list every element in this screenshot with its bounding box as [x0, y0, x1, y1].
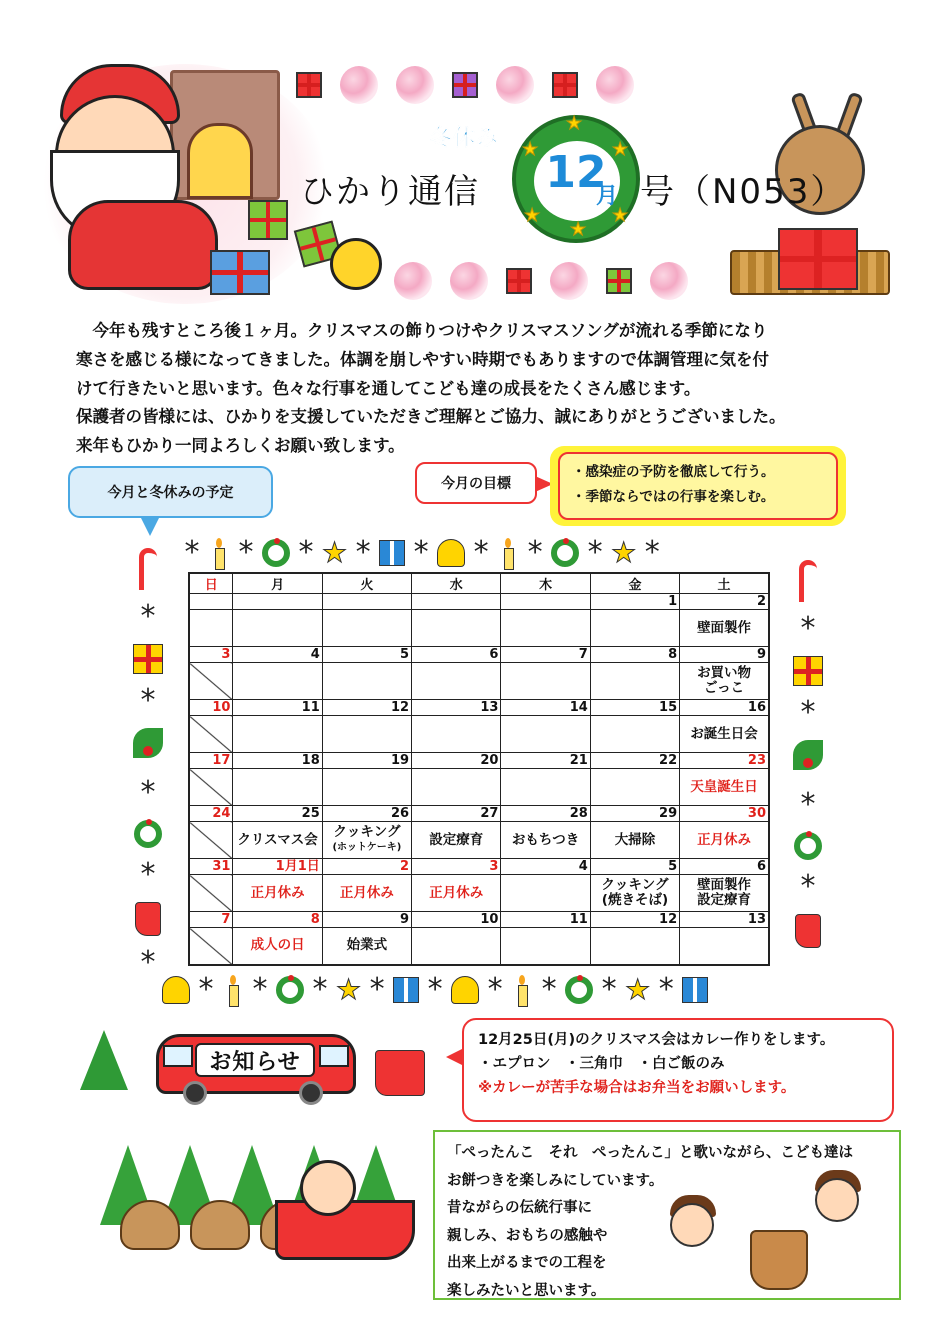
- snowflake-icon: *: [140, 775, 156, 810]
- snowflake-icon: *: [800, 869, 816, 904]
- bell-icon: [451, 976, 479, 1004]
- calendar-event-row: [189, 610, 769, 647]
- calendar-date-cell: 24: [189, 806, 233, 822]
- calendar-event-cell: [412, 610, 501, 647]
- calendar-body: [189, 594, 769, 965]
- ornament-icon: [550, 262, 588, 300]
- weekday-header: 水: [412, 573, 501, 594]
- ornament-icon: [394, 262, 432, 300]
- candy-cane-icon: [799, 560, 817, 602]
- calendar-event-cell: [590, 610, 679, 647]
- ornament-icon: [496, 66, 534, 104]
- bus-window: [163, 1045, 193, 1067]
- calendar-event-row: [189, 822, 769, 859]
- calendar-date-cell: 1月1日: [233, 859, 322, 875]
- calendar-event: クリスマス会: [237, 831, 318, 848]
- calendar-event-cell: [680, 928, 769, 965]
- bottom-ornament-row: [394, 262, 688, 300]
- calendar-date-row: [189, 647, 769, 663]
- calendar-date-cell: 4: [501, 859, 590, 875]
- calendar-event-cell: [412, 716, 501, 753]
- christmas-tree-icon: [80, 1030, 128, 1090]
- gift-icon: [552, 72, 578, 98]
- calendar-event-cell: [590, 663, 679, 700]
- snowflake-icon: *: [369, 972, 385, 1007]
- snowflake-icon: *: [527, 535, 543, 570]
- snowflake-icon: *: [644, 535, 660, 570]
- intro-line: けて行きたいと思います。色々な行事を通してこども達の成長をたくさん感じます。: [76, 378, 701, 398]
- snowflake-icon: *: [238, 535, 254, 570]
- wheel-icon: [183, 1081, 207, 1105]
- star-icon: ★: [322, 536, 348, 569]
- gift-icon: [793, 656, 823, 686]
- snowflake-icon: *: [184, 535, 200, 570]
- snowflake-icon: *: [140, 683, 156, 718]
- boot-icon: [135, 902, 161, 936]
- gift-icon: [133, 644, 163, 674]
- calendar-event: クッキング: [601, 877, 669, 893]
- mochi-line: 楽しみたいと思います。: [447, 1282, 606, 1299]
- snowflake-icon: *: [601, 972, 617, 1007]
- star-icon: ★: [611, 536, 637, 569]
- snowflake-icon: *: [800, 787, 816, 822]
- calendar-event-row: [189, 928, 769, 965]
- snowflake-icon: *: [541, 972, 557, 1007]
- snowflake-icon: *: [312, 972, 328, 1007]
- calendar-event-cell: [322, 716, 411, 753]
- calendar-event-cell: [189, 822, 233, 859]
- calendar-event-cell: [322, 875, 411, 912]
- month-number: 12: [545, 147, 607, 198]
- calendar-event-cell: [189, 610, 233, 647]
- snowflake-icon: *: [473, 535, 489, 570]
- calendar-top-border: [176, 535, 668, 570]
- calendar-event-cell: [680, 769, 769, 806]
- intro-line: 寒さを感じる様になってきました。体調を崩しやすい時期でもありますので体調管理に気を付: [76, 349, 769, 369]
- goal-item: ・感染症の予防を徹底して行う。: [572, 464, 775, 480]
- snowflake-icon: *: [587, 535, 603, 570]
- star-icon: ★: [566, 113, 583, 134]
- calendar-event-cell: [322, 610, 411, 647]
- calendar-date-cell: 30: [680, 806, 769, 822]
- calendar-event-cell: [412, 822, 501, 859]
- calendar-event: お誕生日会: [690, 725, 758, 742]
- gift-icon: [778, 228, 858, 290]
- ornament-icon: [396, 66, 434, 104]
- calendar-date-cell: 19: [322, 753, 411, 769]
- weekday-header: 火: [322, 573, 411, 594]
- wreath-icon: [276, 976, 304, 1004]
- weekday-header: 月: [233, 573, 322, 594]
- calendar-event-cell: [590, 822, 679, 859]
- star-icon: ★: [524, 205, 541, 226]
- calendar-event: 壁面製作: [697, 619, 752, 636]
- header: [0, 0, 939, 310]
- candle-icon: [497, 538, 519, 568]
- calendar-event-cell: [189, 928, 233, 965]
- calendar-date-cell: 20: [412, 753, 501, 769]
- intro-line: 保護者の皆様には、ひかりを支援していただきご理解とご協力、誠にありがとうございました。: [76, 407, 786, 427]
- calendar-event-cell: [233, 822, 322, 859]
- calendar-date-cell: 5: [322, 647, 411, 663]
- issue-number: 号（N053）: [640, 172, 847, 212]
- star-icon: ★: [612, 139, 629, 160]
- calendar-event: クッキング: [333, 824, 401, 840]
- gift-icon: [296, 72, 322, 98]
- calendar-date-cell: 11: [233, 700, 322, 716]
- goal-label: 今月の目標: [415, 462, 537, 504]
- calendar-event-cell: [501, 769, 590, 806]
- calendar-event: 設定療育: [429, 831, 484, 848]
- calendar-event-cell: [189, 663, 233, 700]
- snowflake-icon: *: [413, 535, 429, 570]
- star-icon: ★: [612, 205, 629, 226]
- calendar-event-cell: [501, 928, 590, 965]
- notice-box: [462, 1018, 894, 1122]
- gift-icon: [379, 540, 405, 566]
- bell-icon: [437, 539, 465, 567]
- calendar-date-cell: 12: [322, 700, 411, 716]
- calendar-event-cell: [189, 716, 233, 753]
- calendar-event-cell: [233, 928, 322, 965]
- gift-icon: [682, 977, 708, 1003]
- wreath-icon: [565, 976, 593, 1004]
- notice-warning: ※カレーが苦手な場合はお弁当をお願いします。: [478, 1080, 796, 1096]
- calendar-event-cell: [501, 875, 590, 912]
- calendar-table: [188, 572, 770, 966]
- wreath-icon: [551, 539, 579, 567]
- calendar-event-cell: [233, 769, 322, 806]
- calendar-date-cell: 26: [322, 806, 411, 822]
- intro-text: [76, 317, 896, 461]
- reindeer-icon: [190, 1200, 250, 1250]
- snowflake-icon: *: [140, 857, 156, 892]
- calendar-date-cell: 11: [501, 912, 590, 928]
- ornament-icon: [596, 66, 634, 104]
- calendar-date-cell: 3: [412, 859, 501, 875]
- chick-illustration: [330, 238, 382, 290]
- calendar-event-cell: [233, 610, 322, 647]
- calendar-event-cell: [680, 663, 769, 700]
- calendar-date-cell: 4: [233, 647, 322, 663]
- calendar-event-cell: [590, 769, 679, 806]
- calendar-event-cell: [233, 663, 322, 700]
- calendar-event: 正月休み: [339, 884, 394, 901]
- calendar-event: 始業式: [346, 937, 388, 954]
- bus-window: [319, 1045, 349, 1067]
- calendar-event: 大掃除: [614, 831, 656, 848]
- calendar-date-row: [189, 700, 769, 716]
- calendar-date-cell: 22: [590, 753, 679, 769]
- mochi-line: 出来上がるまでの工程を: [447, 1255, 607, 1271]
- ornament-icon: [450, 262, 488, 300]
- snowflake-icon: *: [800, 611, 816, 646]
- calendar-event-cell: [501, 663, 590, 700]
- schedule-label-bubble: 今月と冬休みの予定: [68, 466, 273, 518]
- ornament-icon: [340, 66, 378, 104]
- calendar-right-border: [792, 560, 824, 948]
- gift-icon: [248, 200, 288, 240]
- calendar-date-cell: 5: [590, 859, 679, 875]
- goal-list: [558, 452, 838, 520]
- top-ornament-row: [296, 66, 634, 104]
- calendar-event: 壁面製作: [697, 877, 752, 893]
- calendar-event: 天皇誕生日: [690, 778, 758, 795]
- calendar-date-cell: 13: [412, 700, 501, 716]
- calendar-event: 成人の日: [250, 937, 305, 954]
- calendar-event-cell: [590, 928, 679, 965]
- calendar-event-cell: [501, 716, 590, 753]
- snowflake-icon: *: [427, 972, 443, 1007]
- calendar-event-cell: [412, 663, 501, 700]
- boot-icon: [795, 914, 821, 948]
- calendar-event-detail: 設定療育: [697, 892, 752, 908]
- mochi-line: 親しみ、おもちの感触や: [447, 1227, 608, 1244]
- calendar-date-cell: 1: [590, 594, 679, 610]
- calendar-event-detail: (ホットケーキ): [332, 842, 402, 853]
- calendar-event-row: [189, 663, 769, 700]
- holly-icon: [793, 740, 823, 778]
- calendar-date-cell: 12: [590, 912, 679, 928]
- calendar-event-cell: [322, 769, 411, 806]
- santa-body-illustration: [68, 200, 218, 290]
- calendar-date-cell: [322, 594, 411, 610]
- calendar-date-cell: [233, 594, 322, 610]
- month-wreath: [512, 115, 640, 243]
- snowflake-icon: *: [140, 599, 156, 634]
- calendar-event-row: [189, 716, 769, 753]
- calendar-bottom-border: [162, 972, 708, 1007]
- weekday-header: 土: [680, 573, 769, 594]
- calendar-date-cell: 2: [322, 859, 411, 875]
- calendar-date-cell: 18: [233, 753, 322, 769]
- gift-icon: [606, 268, 632, 294]
- calendar-event-row: [189, 875, 769, 912]
- calendar-date-cell: 2: [680, 594, 769, 610]
- calendar-date-cell: 13: [680, 912, 769, 928]
- snowflake-icon: *: [355, 535, 371, 570]
- calendar-event-cell: [680, 822, 769, 859]
- intro-line: 今年も残すところ後１ヶ月。クリスマスの飾りつけやクリスマスソングが流れる季節になり: [76, 321, 768, 340]
- calendar-event: 正月休み: [429, 884, 484, 901]
- calendar-event-cell: [322, 822, 411, 859]
- calendar-event-detail: (焼きそば): [601, 892, 669, 908]
- calendar-date-cell: 27: [412, 806, 501, 822]
- calendar-event-cell: [680, 875, 769, 912]
- calendar-event-cell: [233, 716, 322, 753]
- santa-icon: [300, 1160, 356, 1216]
- calendar-date-row: [189, 753, 769, 769]
- calendar-date-cell: 6: [680, 859, 769, 875]
- calendar-event-cell: [189, 769, 233, 806]
- star-icon: ★: [625, 973, 651, 1006]
- weekday-header: 木: [501, 573, 590, 594]
- calendar-event-cell: [501, 610, 590, 647]
- candle-icon: [208, 538, 230, 568]
- calendar-event: 正月休み: [250, 884, 305, 901]
- calendar-event-cell: [680, 716, 769, 753]
- calendar-date-row: [189, 594, 769, 610]
- calendar-date-cell: 8: [233, 912, 322, 928]
- calendar-date-row: [189, 859, 769, 875]
- calendar-date-cell: 3: [189, 647, 233, 663]
- bell-icon: [162, 976, 190, 1004]
- snowflake-icon: *: [800, 695, 816, 730]
- wreath-icon: [134, 820, 162, 848]
- calendar-date-cell: 15: [590, 700, 679, 716]
- calendar-event: お買い物 ごっこ: [697, 665, 752, 696]
- star-icon: ★: [336, 973, 362, 1006]
- calendar-date-row: [189, 912, 769, 928]
- calendar-date-cell: 9: [322, 912, 411, 928]
- calendar-date-cell: 7: [189, 912, 233, 928]
- boot-icon: [375, 1050, 425, 1096]
- candy-cane-icon: [139, 548, 157, 590]
- holly-icon: [133, 728, 163, 766]
- calendar-date-cell: 7: [501, 647, 590, 663]
- gift-icon: [506, 268, 532, 294]
- calendar-left-border: [132, 548, 164, 978]
- star-icon: ★: [570, 219, 587, 240]
- newsletter-title: ひかり通信: [300, 172, 480, 212]
- calendar-date-cell: 29: [590, 806, 679, 822]
- notice-bus-label: お知らせ: [195, 1043, 315, 1077]
- candle-icon: [222, 975, 244, 1005]
- ornament-icon: [650, 262, 688, 300]
- weekday-header: 金: [590, 573, 679, 594]
- calendar-event-cell: [590, 716, 679, 753]
- calendar-event: おもちつき: [511, 831, 580, 848]
- mochi-line: 昔ながらの伝統行事に: [447, 1200, 592, 1216]
- star-icon: ★: [522, 139, 539, 160]
- calendar-date-cell: 9: [680, 647, 769, 663]
- candle-icon: [511, 975, 533, 1005]
- reindeer-icon: [120, 1200, 180, 1250]
- child-illustration: [670, 1195, 716, 1247]
- wreath-icon: [262, 539, 290, 567]
- weekday-header-row: [189, 573, 769, 594]
- calendar-date-cell: 6: [412, 647, 501, 663]
- calendar-event-cell: [680, 610, 769, 647]
- child-illustration: [815, 1170, 861, 1222]
- calendar-date-cell: [189, 594, 233, 610]
- mochi-line: 「ぺったんこ それ ぺったんこ」と歌いながら、こども達は: [447, 1145, 853, 1161]
- calendar-event-cell: [412, 875, 501, 912]
- notice-line: ・エプロン ・三角巾 ・白ご飯のみ: [478, 1056, 725, 1072]
- calendar-date-cell: 21: [501, 753, 590, 769]
- calendar-event-cell: [322, 928, 411, 965]
- snowflake-icon: *: [140, 945, 156, 980]
- weekday-header: 日: [189, 573, 233, 594]
- calendar-event-cell: [233, 875, 322, 912]
- gift-icon: [452, 72, 478, 98]
- month-unit: 月: [596, 184, 619, 209]
- calendar-event-cell: [322, 663, 411, 700]
- calendar-date-cell: 23: [680, 753, 769, 769]
- calendar-date-cell: 10: [412, 912, 501, 928]
- title-subtitle: 冬休み: [430, 126, 500, 151]
- snowflake-icon: *: [298, 535, 314, 570]
- intro-line: 来年もひかり一同よろしくお願い致します。: [76, 436, 405, 456]
- snowflake-icon: *: [487, 972, 503, 1007]
- goal-box: [550, 446, 846, 526]
- notice-bus: [156, 1034, 356, 1094]
- calendar-event-row: [189, 769, 769, 806]
- gift-icon: [393, 977, 419, 1003]
- wheel-icon: [299, 1081, 323, 1105]
- goal-item: ・季節ならではの行事を楽しむ。: [572, 489, 775, 505]
- calendar-date-cell: 16: [680, 700, 769, 716]
- calendar-date-cell: 28: [501, 806, 590, 822]
- calendar-event-cell: [412, 769, 501, 806]
- wreath-icon: [794, 832, 822, 860]
- calendar-date-cell: 17: [189, 753, 233, 769]
- mortar-illustration: [750, 1230, 808, 1290]
- calendar-event-cell: [412, 928, 501, 965]
- mochi-line: お餅つきを楽しみにしています。: [447, 1172, 664, 1189]
- calendar-event: 正月休み: [697, 831, 752, 848]
- snowflake-icon: *: [658, 972, 674, 1007]
- calendar-event-cell: [590, 875, 679, 912]
- fireplace-illustration: [170, 70, 280, 200]
- calendar-date-cell: 8: [590, 647, 679, 663]
- calendar-date-cell: 10: [189, 700, 233, 716]
- calendar-date-cell: [412, 594, 501, 610]
- calendar-event-cell: [189, 875, 233, 912]
- calendar-date-cell: 31: [189, 859, 233, 875]
- calendar-date-cell: [501, 594, 590, 610]
- snowflake-icon: *: [252, 972, 268, 1007]
- calendar-date-row: [189, 806, 769, 822]
- calendar-date-cell: 14: [501, 700, 590, 716]
- calendar-date-cell: 25: [233, 806, 322, 822]
- notice-line: 12月25日(月)のクリスマス会はカレー作りをします。: [478, 1032, 835, 1048]
- calendar-event-cell: [501, 822, 590, 859]
- snowflake-icon: *: [198, 972, 214, 1007]
- gift-icon: [210, 250, 270, 295]
